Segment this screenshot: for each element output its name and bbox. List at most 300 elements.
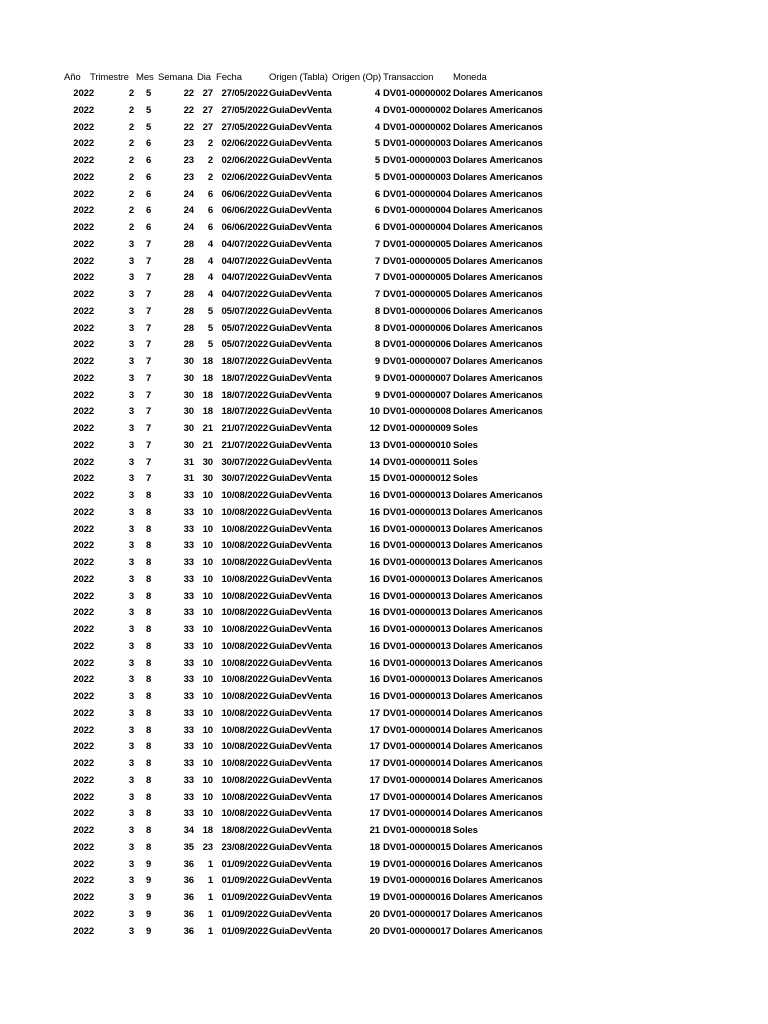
cell-trimestre: 3 — [128, 473, 134, 485]
cell-anio: 2022 — [73, 121, 94, 133]
cell-origen-op: 6 — [374, 188, 380, 200]
cell-anio: 2022 — [73, 573, 94, 585]
cell-anio: 2022 — [73, 222, 94, 233]
cell-fecha: 10/08/2022 — [221, 774, 268, 786]
cell-mes: 8 — [146, 825, 152, 836]
table-row — [60, 605, 740, 622]
cell-semana: 35 — [183, 841, 194, 853]
table-row — [60, 388, 740, 405]
cell-origen-tabla: GuiaDevVenta — [269, 339, 332, 351]
cell-origen-op: 16 — [369, 640, 380, 652]
cell-semana: 30 — [183, 423, 194, 434]
cell-semana: 36 — [183, 858, 194, 870]
cell-fecha: 06/06/2022 — [221, 188, 268, 200]
cell-trimestre: 3 — [128, 875, 134, 887]
cell-anio: 2022 — [73, 590, 94, 602]
cell-mes: 8 — [146, 624, 152, 635]
cell-trimestre: 3 — [128, 624, 134, 635]
cell-trimestre: 3 — [128, 490, 134, 501]
cell-origen-tabla: GuiaDevVenta — [269, 456, 332, 468]
cell-origen-op: 9 — [374, 372, 380, 384]
cell-moneda: Dolares Americanos — [453, 741, 543, 753]
cell-transaccion: DV01-00000018 — [383, 825, 451, 836]
cell-moneda: Dolares Americanos — [453, 674, 543, 686]
cell-transaccion: DV01-00000008 — [383, 406, 451, 418]
cell-trimestre: 2 — [128, 171, 134, 183]
cell-moneda: Dolares Americanos — [453, 406, 543, 418]
cell-mes: 7 — [146, 305, 152, 317]
cell-dia: 18 — [202, 406, 213, 418]
cell-moneda: Dolares Americanos — [453, 389, 543, 401]
cell-semana: 36 — [183, 875, 194, 887]
cell-anio: 2022 — [73, 741, 94, 753]
cell-transaccion: DV01-00000007 — [383, 356, 451, 367]
cell-origen-op: 16 — [369, 657, 380, 669]
cell-origen-tabla: GuiaDevVenta — [269, 557, 332, 568]
cell-fecha: 27/05/2022 — [221, 121, 268, 133]
cell-origen-op: 19 — [369, 858, 380, 870]
cell-fecha: 27/05/2022 — [221, 104, 268, 116]
cell-dia: 4 — [207, 238, 213, 250]
cell-moneda: Dolares Americanos — [453, 657, 543, 669]
cell-semana: 30 — [183, 356, 194, 367]
cell-transaccion: DV01-00000014 — [383, 758, 451, 769]
cell-semana: 33 — [183, 691, 194, 702]
cell-transaccion: DV01-00000007 — [383, 389, 451, 401]
cell-fecha: 10/08/2022 — [221, 791, 268, 803]
cell-anio: 2022 — [73, 305, 94, 317]
cell-transaccion: DV01-00000005 — [383, 272, 451, 284]
cell-origen-op: 7 — [374, 272, 380, 284]
cell-fecha: 10/08/2022 — [221, 707, 268, 719]
cell-origen-tabla: GuiaDevVenta — [269, 406, 332, 418]
table-row — [60, 840, 740, 857]
table-row — [60, 120, 740, 137]
cell-moneda: Dolares Americanos — [453, 205, 543, 217]
cell-fecha: 02/06/2022 — [221, 171, 268, 183]
cell-anio: 2022 — [73, 707, 94, 719]
cell-semana: 22 — [183, 121, 194, 133]
table-row — [60, 823, 740, 840]
cell-anio: 2022 — [73, 188, 94, 200]
cell-origen-tabla: GuiaDevVenta — [269, 356, 332, 367]
cell-dia: 2 — [207, 138, 213, 150]
cell-dia: 6 — [207, 222, 213, 233]
cell-semana: 22 — [183, 88, 194, 99]
cell-origen-op: 16 — [369, 674, 380, 686]
cell-trimestre: 3 — [128, 707, 134, 719]
cell-origen-tabla: GuiaDevVenta — [269, 171, 332, 183]
cell-origen-op: 16 — [369, 557, 380, 568]
cell-trimestre: 3 — [128, 791, 134, 803]
cell-trimestre: 3 — [128, 590, 134, 602]
header-mes: Mes — [136, 72, 154, 83]
cell-trimestre: 3 — [128, 456, 134, 468]
cell-trimestre: 3 — [128, 523, 134, 535]
cell-fecha: 10/08/2022 — [221, 523, 268, 535]
cell-origen-tabla: GuiaDevVenta — [269, 841, 332, 853]
cell-fecha: 10/08/2022 — [221, 540, 268, 552]
cell-transaccion: DV01-00000005 — [383, 238, 451, 250]
cell-mes: 7 — [146, 289, 152, 300]
cell-moneda: Dolares Americanos — [453, 791, 543, 803]
cell-fecha: 10/08/2022 — [221, 808, 268, 820]
cell-transaccion: DV01-00000013 — [383, 674, 451, 686]
cell-moneda: Dolares Americanos — [453, 875, 543, 887]
cell-origen-op: 17 — [369, 791, 380, 803]
cell-transaccion: DV01-00000002 — [383, 104, 451, 116]
table-row — [60, 153, 740, 170]
cell-anio: 2022 — [73, 205, 94, 217]
cell-dia: 10 — [202, 808, 213, 820]
cell-fecha: 10/08/2022 — [221, 640, 268, 652]
cell-anio: 2022 — [73, 523, 94, 535]
header-moneda: Moneda — [453, 72, 487, 83]
cell-origen-op: 13 — [369, 439, 380, 451]
cell-fecha: 30/07/2022 — [221, 473, 268, 485]
cell-origen-op: 7 — [374, 289, 380, 300]
cell-mes: 7 — [146, 238, 152, 250]
cell-moneda: Dolares Americanos — [453, 925, 543, 937]
cell-transaccion: DV01-00000013 — [383, 590, 451, 602]
cell-moneda: Dolares Americanos — [453, 590, 543, 602]
cell-origen-op: 16 — [369, 691, 380, 702]
cell-transaccion: DV01-00000013 — [383, 557, 451, 568]
table-row — [60, 404, 740, 421]
cell-dia: 10 — [202, 758, 213, 769]
table-row — [60, 555, 740, 572]
cell-trimestre: 3 — [128, 272, 134, 284]
cell-origen-op: 8 — [374, 305, 380, 317]
table-row — [60, 589, 740, 606]
cell-anio: 2022 — [73, 791, 94, 803]
cell-moneda: Dolares Americanos — [453, 607, 543, 619]
cell-origen-op: 5 — [374, 171, 380, 183]
cell-semana: 33 — [183, 724, 194, 736]
cell-dia: 6 — [207, 205, 213, 217]
cell-mes: 8 — [146, 573, 152, 585]
cell-trimestre: 3 — [128, 607, 134, 619]
cell-mes: 8 — [146, 506, 152, 518]
cell-anio: 2022 — [73, 557, 94, 568]
cell-trimestre: 3 — [128, 892, 134, 903]
cell-origen-op: 7 — [374, 255, 380, 267]
header-anio: Año — [64, 72, 81, 83]
cell-anio: 2022 — [73, 322, 94, 334]
cell-moneda: Dolares Americanos — [453, 624, 543, 635]
cell-moneda: Dolares Americanos — [453, 691, 543, 702]
cell-semana: 33 — [183, 758, 194, 769]
cell-origen-tabla: GuiaDevVenta — [269, 908, 332, 920]
cell-semana: 28 — [183, 238, 194, 250]
cell-fecha: 18/07/2022 — [221, 372, 268, 384]
cell-transaccion: DV01-00000016 — [383, 858, 451, 870]
cell-moneda: Dolares Americanos — [453, 573, 543, 585]
table-row — [60, 622, 740, 639]
cell-fecha: 10/08/2022 — [221, 506, 268, 518]
cell-anio: 2022 — [73, 339, 94, 351]
cell-trimestre: 3 — [128, 774, 134, 786]
cell-trimestre: 3 — [128, 741, 134, 753]
cell-dia: 18 — [202, 356, 213, 367]
cell-dia: 21 — [202, 423, 213, 434]
cell-dia: 2 — [207, 171, 213, 183]
cell-mes: 9 — [146, 892, 152, 903]
cell-transaccion: DV01-00000013 — [383, 691, 451, 702]
cell-fecha: 01/09/2022 — [221, 892, 268, 903]
cell-anio: 2022 — [73, 406, 94, 418]
cell-mes: 8 — [146, 557, 152, 568]
cell-transaccion: DV01-00000013 — [383, 573, 451, 585]
cell-fecha: 23/08/2022 — [221, 841, 268, 853]
cell-origen-op: 17 — [369, 774, 380, 786]
cell-fecha: 05/07/2022 — [221, 322, 268, 334]
header-fecha: Fecha — [216, 72, 242, 83]
cell-fecha: 10/08/2022 — [221, 724, 268, 736]
cell-moneda: Soles — [453, 423, 478, 434]
cell-origen-op: 16 — [369, 490, 380, 501]
cell-origen-tabla: GuiaDevVenta — [269, 255, 332, 267]
cell-semana: 33 — [183, 557, 194, 568]
table-row — [60, 639, 740, 656]
cell-mes: 8 — [146, 691, 152, 702]
cell-transaccion: DV01-00000013 — [383, 540, 451, 552]
cell-moneda: Dolares Americanos — [453, 724, 543, 736]
cell-anio: 2022 — [73, 289, 94, 300]
cell-semana: 33 — [183, 707, 194, 719]
cell-mes: 5 — [146, 104, 152, 116]
cell-origen-tabla: GuiaDevVenta — [269, 791, 332, 803]
table-row — [60, 270, 740, 287]
cell-transaccion: DV01-00000014 — [383, 741, 451, 753]
cell-transaccion: DV01-00000014 — [383, 808, 451, 820]
cell-moneda: Soles — [453, 825, 478, 836]
cell-origen-op: 17 — [369, 724, 380, 736]
cell-origen-tabla: GuiaDevVenta — [269, 624, 332, 635]
cell-origen-op: 16 — [369, 590, 380, 602]
table-row — [60, 756, 740, 773]
cell-transaccion: DV01-00000012 — [383, 473, 451, 485]
cell-origen-tabla: GuiaDevVenta — [269, 724, 332, 736]
cell-moneda: Dolares Americanos — [453, 289, 543, 300]
cell-mes: 8 — [146, 657, 152, 669]
cell-origen-op: 21 — [369, 825, 380, 836]
cell-trimestre: 3 — [128, 573, 134, 585]
cell-fecha: 01/09/2022 — [221, 908, 268, 920]
cell-anio: 2022 — [73, 640, 94, 652]
cell-origen-tabla: GuiaDevVenta — [269, 272, 332, 284]
cell-origen-tabla: GuiaDevVenta — [269, 691, 332, 702]
cell-origen-tabla: GuiaDevVenta — [269, 774, 332, 786]
cell-anio: 2022 — [73, 808, 94, 820]
cell-mes: 8 — [146, 791, 152, 803]
cell-anio: 2022 — [73, 456, 94, 468]
table-row — [60, 321, 740, 338]
cell-mes: 7 — [146, 372, 152, 384]
cell-mes: 7 — [146, 339, 152, 351]
cell-mes: 7 — [146, 456, 152, 468]
cell-moneda: Dolares Americanos — [453, 372, 543, 384]
cell-trimestre: 2 — [128, 88, 134, 99]
cell-dia: 5 — [207, 305, 213, 317]
cell-dia: 27 — [202, 104, 213, 116]
cell-trimestre: 3 — [128, 540, 134, 552]
cell-moneda: Dolares Americanos — [453, 171, 543, 183]
cell-origen-op: 14 — [369, 456, 380, 468]
cell-origen-op: 8 — [374, 339, 380, 351]
table-row — [60, 103, 740, 120]
cell-origen-tabla: GuiaDevVenta — [269, 222, 332, 233]
cell-origen-op: 16 — [369, 506, 380, 518]
cell-semana: 30 — [183, 439, 194, 451]
cell-origen-tabla: GuiaDevVenta — [269, 858, 332, 870]
table-row — [60, 857, 740, 874]
cell-mes: 7 — [146, 389, 152, 401]
cell-transaccion: DV01-00000013 — [383, 640, 451, 652]
cell-mes: 6 — [146, 188, 152, 200]
cell-anio: 2022 — [73, 607, 94, 619]
cell-mes: 8 — [146, 490, 152, 501]
cell-fecha: 10/08/2022 — [221, 657, 268, 669]
cell-dia: 10 — [202, 640, 213, 652]
table-row — [60, 287, 740, 304]
cell-fecha: 04/07/2022 — [221, 255, 268, 267]
cell-origen-tabla: GuiaDevVenta — [269, 925, 332, 937]
cell-origen-tabla: GuiaDevVenta — [269, 892, 332, 903]
cell-moneda: Dolares Americanos — [453, 523, 543, 535]
cell-trimestre: 3 — [128, 640, 134, 652]
cell-dia: 6 — [207, 188, 213, 200]
cell-origen-op: 16 — [369, 624, 380, 635]
cell-mes: 7 — [146, 423, 152, 434]
cell-origen-tabla: GuiaDevVenta — [269, 205, 332, 217]
cell-semana: 28 — [183, 305, 194, 317]
cell-mes: 9 — [146, 858, 152, 870]
cell-moneda: Dolares Americanos — [453, 540, 543, 552]
cell-origen-tabla: GuiaDevVenta — [269, 540, 332, 552]
cell-dia: 1 — [207, 892, 213, 903]
cell-origen-op: 16 — [369, 540, 380, 552]
cell-fecha: 10/08/2022 — [221, 490, 268, 501]
cell-origen-tabla: GuiaDevVenta — [269, 707, 332, 719]
cell-trimestre: 3 — [128, 557, 134, 568]
cell-mes: 9 — [146, 925, 152, 937]
cell-dia: 10 — [202, 657, 213, 669]
cell-origen-op: 17 — [369, 758, 380, 769]
cell-origen-tabla: GuiaDevVenta — [269, 238, 332, 250]
cell-semana: 33 — [183, 607, 194, 619]
cell-dia: 10 — [202, 674, 213, 686]
header-dia: Dia — [197, 72, 211, 83]
cell-semana: 22 — [183, 104, 194, 116]
cell-semana: 33 — [183, 490, 194, 501]
cell-dia: 10 — [202, 573, 213, 585]
cell-origen-op: 4 — [374, 104, 380, 116]
cell-fecha: 10/08/2022 — [221, 573, 268, 585]
cell-anio: 2022 — [73, 774, 94, 786]
cell-anio: 2022 — [73, 724, 94, 736]
cell-origen-op: 20 — [369, 925, 380, 937]
cell-trimestre: 3 — [128, 657, 134, 669]
cell-transaccion: DV01-00000013 — [383, 490, 451, 501]
cell-moneda: Dolares Americanos — [453, 640, 543, 652]
cell-anio: 2022 — [73, 892, 94, 903]
header-transaccion: Transaccion — [383, 72, 434, 83]
cell-fecha: 10/08/2022 — [221, 624, 268, 635]
cell-semana: 30 — [183, 406, 194, 418]
cell-transaccion: DV01-00000017 — [383, 925, 451, 937]
cell-trimestre: 3 — [128, 322, 134, 334]
cell-origen-tabla: GuiaDevVenta — [269, 825, 332, 836]
cell-anio: 2022 — [73, 925, 94, 937]
cell-semana: 31 — [183, 456, 194, 468]
cell-origen-tabla: GuiaDevVenta — [269, 741, 332, 753]
cell-trimestre: 3 — [128, 305, 134, 317]
cell-mes: 8 — [146, 841, 152, 853]
table-row — [60, 505, 740, 522]
cell-transaccion: DV01-00000005 — [383, 289, 451, 300]
cell-mes: 7 — [146, 322, 152, 334]
cell-moneda: Dolares Americanos — [453, 707, 543, 719]
cell-fecha: 30/07/2022 — [221, 456, 268, 468]
cell-moneda: Dolares Americanos — [453, 557, 543, 568]
cell-dia: 10 — [202, 540, 213, 552]
cell-semana: 33 — [183, 640, 194, 652]
table-row — [60, 488, 740, 505]
cell-anio: 2022 — [73, 356, 94, 367]
cell-dia: 10 — [202, 774, 213, 786]
cell-semana: 36 — [183, 892, 194, 903]
cell-anio: 2022 — [73, 171, 94, 183]
cell-mes: 8 — [146, 674, 152, 686]
cell-trimestre: 3 — [128, 825, 134, 836]
cell-fecha: 10/08/2022 — [221, 741, 268, 753]
header-origen-op: Origen (Op) — [332, 72, 382, 83]
cell-origen-op: 16 — [369, 607, 380, 619]
cell-fecha: 04/07/2022 — [221, 289, 268, 300]
cell-moneda: Soles — [453, 439, 478, 451]
cell-semana: 33 — [183, 774, 194, 786]
table-row — [60, 237, 740, 254]
cell-trimestre: 3 — [128, 389, 134, 401]
header-origen-tabla: Origen (Tabla) — [269, 72, 328, 83]
cell-origen-op: 19 — [369, 875, 380, 887]
table-row — [60, 672, 740, 689]
table-row — [60, 170, 740, 187]
cell-fecha: 05/07/2022 — [221, 339, 268, 351]
cell-fecha: 04/07/2022 — [221, 272, 268, 284]
cell-fecha: 10/08/2022 — [221, 607, 268, 619]
cell-trimestre: 3 — [128, 372, 134, 384]
cell-anio: 2022 — [73, 540, 94, 552]
table-row — [60, 806, 740, 823]
table-row — [60, 86, 740, 103]
cell-transaccion: DV01-00000006 — [383, 322, 451, 334]
cell-fecha: 06/06/2022 — [221, 205, 268, 217]
cell-anio: 2022 — [73, 674, 94, 686]
cell-dia: 21 — [202, 439, 213, 451]
cell-fecha: 01/09/2022 — [221, 858, 268, 870]
cell-origen-tabla: GuiaDevVenta — [269, 758, 332, 769]
cell-semana: 24 — [183, 222, 194, 233]
cell-semana: 30 — [183, 389, 194, 401]
table-row — [60, 924, 740, 941]
cell-semana: 34 — [183, 825, 194, 836]
cell-semana: 33 — [183, 791, 194, 803]
cell-transaccion: DV01-00000016 — [383, 892, 451, 903]
cell-origen-tabla: GuiaDevVenta — [269, 640, 332, 652]
cell-anio: 2022 — [73, 255, 94, 267]
